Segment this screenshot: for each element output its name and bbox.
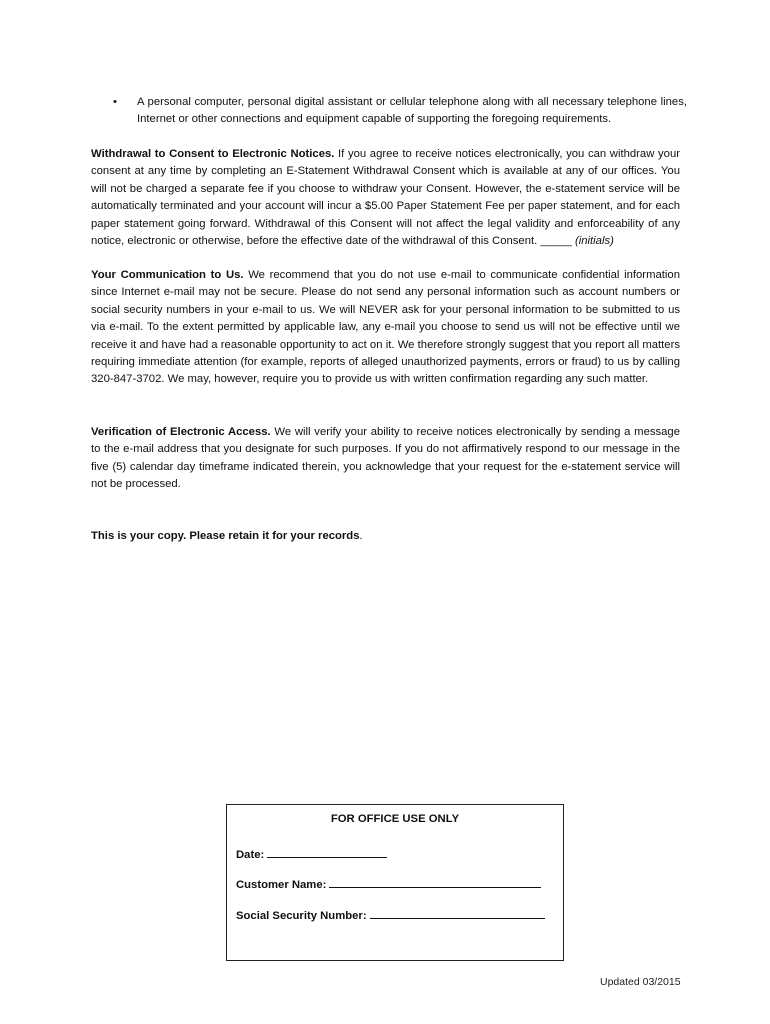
retain-period: . — [359, 530, 363, 542]
ssn-label: Social Security Number: — [236, 910, 367, 922]
bullet-icon: • — [113, 96, 117, 108]
date-field — [236, 845, 387, 861]
customer-name-line — [329, 875, 541, 888]
verification-body: We will verify your ability to receive notices electronically by sending a message to the e-mail address that you designate for such purposes. If you do not affirmatively respond to our message in the five (5) calendar day timeframe indicated therein, you acknowledge that your request for the e-statement service will not be processed. — [91, 426, 681, 491]
bullet-text: A personal computer, personal digital assistant or cellular telephone along with all necessary telephone lines, Internet or other connections and equipment capable of supporting the foregoing requirements. — [137, 96, 687, 126]
customer-name-label: Customer Name: — [236, 879, 327, 891]
ssn-line — [370, 906, 545, 919]
office-use-box — [226, 804, 564, 961]
office-use-title: FOR OFFICE USE ONLY — [330, 813, 460, 825]
withdrawal-body: If you agree to receive notices electronically, you can withdraw your consent at any time by completing an E-Statement Withdrawal Consent which is available at any of our offices. You will not be charged a separate fee if you choose to withdraw your Consent. However, the e-statement service will be automatically terminated and your account will incur a $5.00 Paper Statement Fee per paper statement, and for each paper statement going forward. Withdrawal of this Consent will not affect the legal validity and enforceability of any notice, electronic or otherwise, before the effective date of the withdrawal of this Consent. _____ — [91, 148, 680, 248]
communication-body: We recommend that you do not use e-mail to communicate confidential information since Internet e-mail may not be secure. Please do not send any personal information such as account numbers or social security numbers in your e-mail to us. We will NEVER ask for your personal information to be submitted to us via e-mail. To the extent permitted by applicable law, any e-mail you choose to send us will not be effective until we receive it and have had a reasonable opportunity to act on it. We therefore strongly suggest that you report all matters requiring immediate attention (for example, reports of alleged unauthorized payments, errors or fraud) to us by calling 320-847-3702. We may, however, require you to provide us with written confirmation regarding any such matter. — [91, 269, 680, 386]
communication-heading: Your Communication to Us. — [91, 269, 244, 281]
ssn-field — [236, 906, 545, 922]
withdrawal-heading: Withdrawal to Consent to Electronic Notices. — [91, 148, 335, 160]
retain-notice — [91, 528, 680, 545]
verification-paragraph — [91, 424, 680, 494]
withdrawal-paragraph — [91, 146, 680, 250]
requirements-bullet — [113, 94, 687, 129]
updated-date: Updated 03/2015 — [600, 976, 681, 988]
communication-paragraph — [91, 267, 680, 389]
date-line — [267, 845, 387, 858]
date-label: Date: — [236, 849, 265, 861]
customer-name-field — [236, 875, 541, 891]
verification-heading: Verification of Electronic Access. — [91, 426, 271, 438]
retain-text: This is your copy. Please retain it for your records — [91, 530, 360, 542]
initials-label: (initials) — [574, 235, 614, 248]
